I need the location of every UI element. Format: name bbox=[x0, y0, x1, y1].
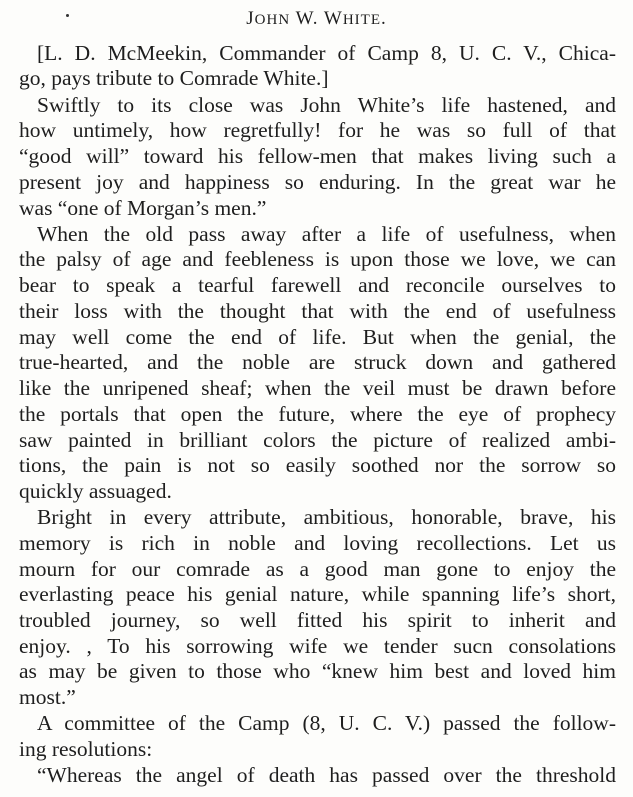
body-line: most.” bbox=[19, 685, 76, 709]
title-small-caps-1: OHN bbox=[254, 12, 291, 28]
body-line: troubled journey, so well fitted his spirit to inherit and bbox=[19, 608, 616, 632]
body-line: as may be given to those who “knew him best and loved him bbox=[19, 659, 616, 683]
body-line: present joy and happiness so enduring. In the great war he bbox=[19, 170, 616, 194]
body-line: true-hearted, and the noble are struck down and gathered bbox=[19, 350, 616, 374]
body-line: mourn for our comrade as a good man gone to enjoy the bbox=[19, 557, 616, 581]
body-line: how untimely, how regretfully! for he was so full of that bbox=[19, 118, 616, 142]
body-line: the portals that open the future, where the eye of prophecy bbox=[19, 402, 616, 426]
body-line: memory is rich in noble and loving recollections. Let us bbox=[19, 531, 616, 555]
body-line: the palsy of age and feebleness is upon those we love, we can bbox=[19, 247, 616, 271]
body-line: Bright in every attribute, ambitious, honorable, brave, his bbox=[37, 505, 616, 529]
body-line: may well come the end of life. But when the genial, the bbox=[19, 325, 616, 349]
body-line: their loss with the thought that with the end of usefulness bbox=[19, 299, 616, 323]
body-line: everlasting peace his genial nature, while spanning life’s short, bbox=[19, 582, 616, 606]
body-line: Swiftly to its close was John White’s life hastened, and bbox=[37, 93, 616, 117]
body-line: like the unripened sheaf; when the veil must be drawn before bbox=[19, 376, 616, 400]
body-line: enjoy. , To his sorrowing wife we tender sucn consolations bbox=[19, 634, 616, 658]
title-initial: J bbox=[246, 8, 255, 29]
body-line: saw painted in brilliant colors the picture of realized ambi- bbox=[19, 428, 616, 452]
body-line: quickly assuaged. bbox=[19, 479, 172, 503]
title-end: . bbox=[381, 8, 387, 29]
title-middle: W. W bbox=[290, 8, 343, 29]
body-line: tions, the pain is not so easily soothed nor the sorrow so bbox=[19, 453, 616, 477]
body-line: A committee of the Camp (8, U. C. V.) passed the follow- bbox=[37, 711, 616, 735]
title-small-caps-2: HITE bbox=[342, 12, 381, 28]
body-line: bear to speak a tearful farewell and reconcile ourselves to bbox=[19, 273, 616, 297]
body-line: ing resolutions: bbox=[19, 737, 153, 761]
body-line: “good will” toward his fellow-men that makes living such a bbox=[19, 144, 616, 168]
body-line: [L. D. McMeekin, Commander of Camp 8, U. C. V., Chica- bbox=[37, 41, 616, 65]
body-line: was “one of Morgan’s men.” bbox=[19, 196, 267, 220]
article-title bbox=[0, 8, 633, 30]
body-line: When the old pass away after a life of usefulness, when bbox=[37, 222, 616, 246]
body-line: “Whereas the angel of death has passed over the threshold bbox=[37, 763, 616, 787]
body-line: go, pays tribute to Comrade White.] bbox=[19, 66, 329, 90]
